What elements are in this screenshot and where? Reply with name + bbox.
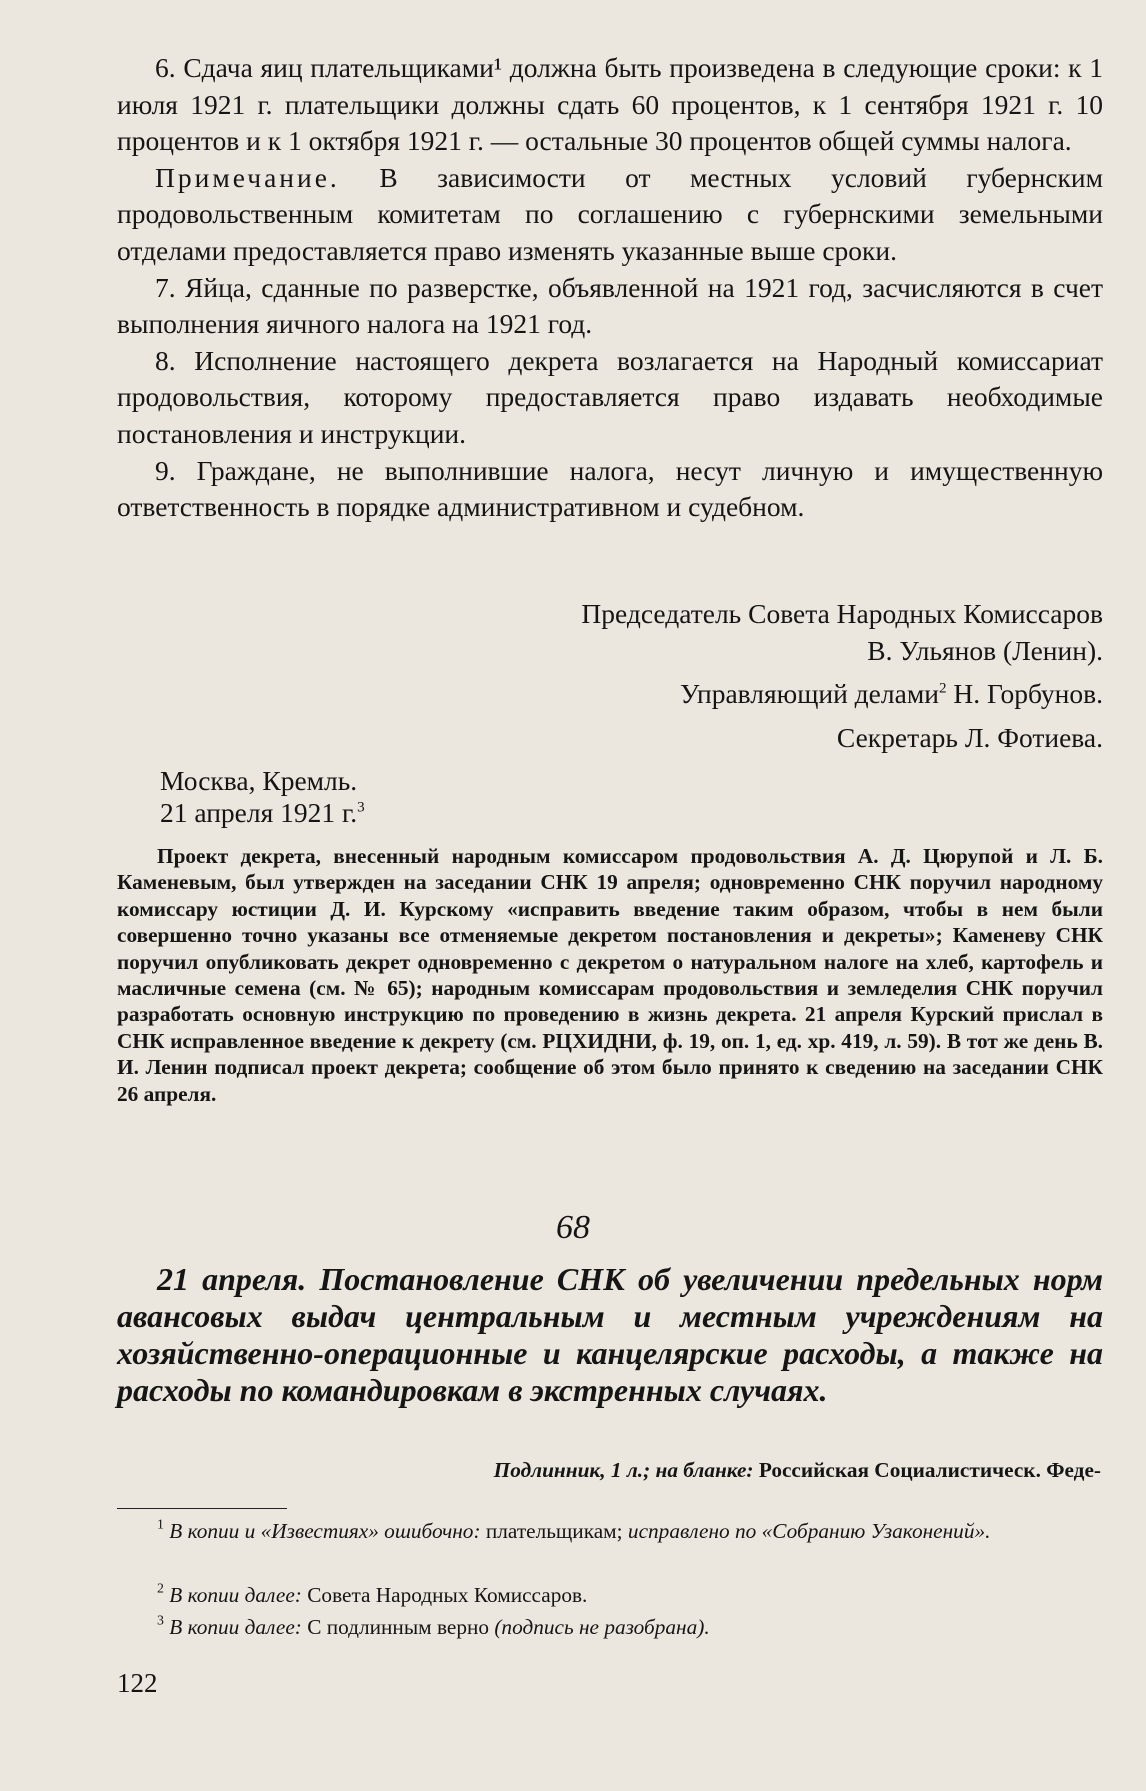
paragraph-7: 7. Яйца, сданные по разверстке, объявленной на 1921 год, засчисляются в счет выполнения яичного налога на 1921 год.	[117, 271, 1103, 340]
paragraph-6: 6. Сдача яиц плательщиками¹ должна быть произведена в следующие сроки: к 1 июля 1921 г. плательщики должны сдать 60 процентов, к 1 сентября 1921 г. 10 процентов и к 1 октября 1921 г. — остальные 30 процентов общей суммы налога.	[117, 52, 1103, 157]
provenance-label: Подлинник, 1 л.; на бланке:	[493, 1458, 754, 1482]
footnote-2-mark: 2	[157, 1580, 164, 1596]
note-label: Примечание.	[155, 161, 340, 193]
document-number: 68	[556, 1209, 590, 1246]
footnote-2-prefix: В копии далее:	[169, 1583, 302, 1607]
provenance-line	[494, 1458, 1101, 1483]
page-number: 122	[117, 1668, 158, 1698]
chairman-name: В. Ульянов (Ленин).	[867, 635, 1103, 666]
date-line	[160, 797, 365, 829]
footnote-1-prefix: В копии и «Известиях» ошибочно:	[169, 1519, 481, 1543]
footnote-3-prefix: В копии далее:	[169, 1615, 302, 1639]
footnote-divider	[117, 1508, 287, 1509]
note-text: В зависимости от местных условий губернским продовольственным комитетам по соглашению с губернскими земельными отделами предоставляется право изменять указанные выше сроки.	[117, 161, 1103, 266]
manager-title: Управляющий делами	[679, 678, 939, 709]
footnote-1	[117, 1518, 1103, 1545]
manager-line	[680, 678, 1103, 710]
footnote-3	[117, 1614, 1103, 1641]
date-text: 21 апреля 1921 г.	[160, 797, 358, 828]
footnote-1-suffix: исправлено по «Собранию Узаконений».	[622, 1519, 991, 1543]
paragraph-9: 9. Граждане, не выполнившие налога, несут личную и имущественную ответственность в порядке административном и судебном.	[117, 454, 1103, 523]
footnote-2-text: Совета Народных Комиссаров.	[301, 1583, 588, 1607]
footnote-mark-2: 2	[938, 680, 947, 697]
footnote-3-text: С подлинным верно	[301, 1615, 495, 1639]
secretary-line: Секретарь Л. Фотиева.	[836, 722, 1103, 753]
footnote-2	[117, 1582, 1103, 1609]
footnote-3-suffix: (подпись не разобрана).	[494, 1615, 710, 1639]
place-line: Москва, Кремль.	[160, 765, 358, 796]
footnote-1-mark: 1	[157, 1516, 164, 1532]
footnote-3-mark: 3	[157, 1612, 164, 1628]
document-heading: 21 апреля. Постановление СНК об увеличении предельных норм авансовых выдач центральным и местным учреждениям на хозяйственно-операционные и канцелярские расходы, а также на расходы по командировкам в экстренных случаях.	[117, 1261, 1103, 1408]
decree-body	[117, 50, 1103, 526]
editorial-note-text: Проект декрета, внесенный народным комиссаром продовольствия А. Д. Цюрупой и Л. Б. Каменевым, был утвержден на заседании СНК 19 апреля; одновременно СНК поручил народному комиссару юстиции Д. И. Курскому «исправить введение таким образом, чтобы в нем были совершенно точно указаны все отменяемые декретом постановления и декреты»; Каменеву СНК поручил опубликовать декрет одновременно с декретом о натуральном налоге на хлеб, картофель и масличные семена (см. № 65); народным комиссарам продовольствия и земледелия СНК поручил разработать основную инструкцию по проведению в жизнь декрета. 21 апреля Курский прислал в СНК исправленное введение к декрету (см. РЦХИДНИ, ф. 19, оп. 1, ед. хр. 419, л. 59). В тот же день В. И. Ленин подписал проект декрета; сообщение об этом было принято к сведению на заседании СНК 26 апреля.	[117, 844, 1103, 1106]
footnote-mark-3: 3	[357, 799, 365, 816]
footnote-1-text: плательщикам;	[480, 1519, 623, 1543]
chairman-title: Председатель Совета Народных Комиссаров	[581, 598, 1103, 629]
note-paragraph	[117, 160, 1103, 270]
manager-name: Н. Горбунов.	[946, 678, 1103, 709]
paragraph-8: 8. Исполнение настоящего декрета возлагается на Народный комиссариат продовольствия, которому предоставляется право издавать необходимые постановления и инструкции.	[117, 344, 1103, 449]
editorial-note	[117, 843, 1103, 1107]
provenance-text: Российская Социалистическ. Феде-	[753, 1458, 1101, 1482]
